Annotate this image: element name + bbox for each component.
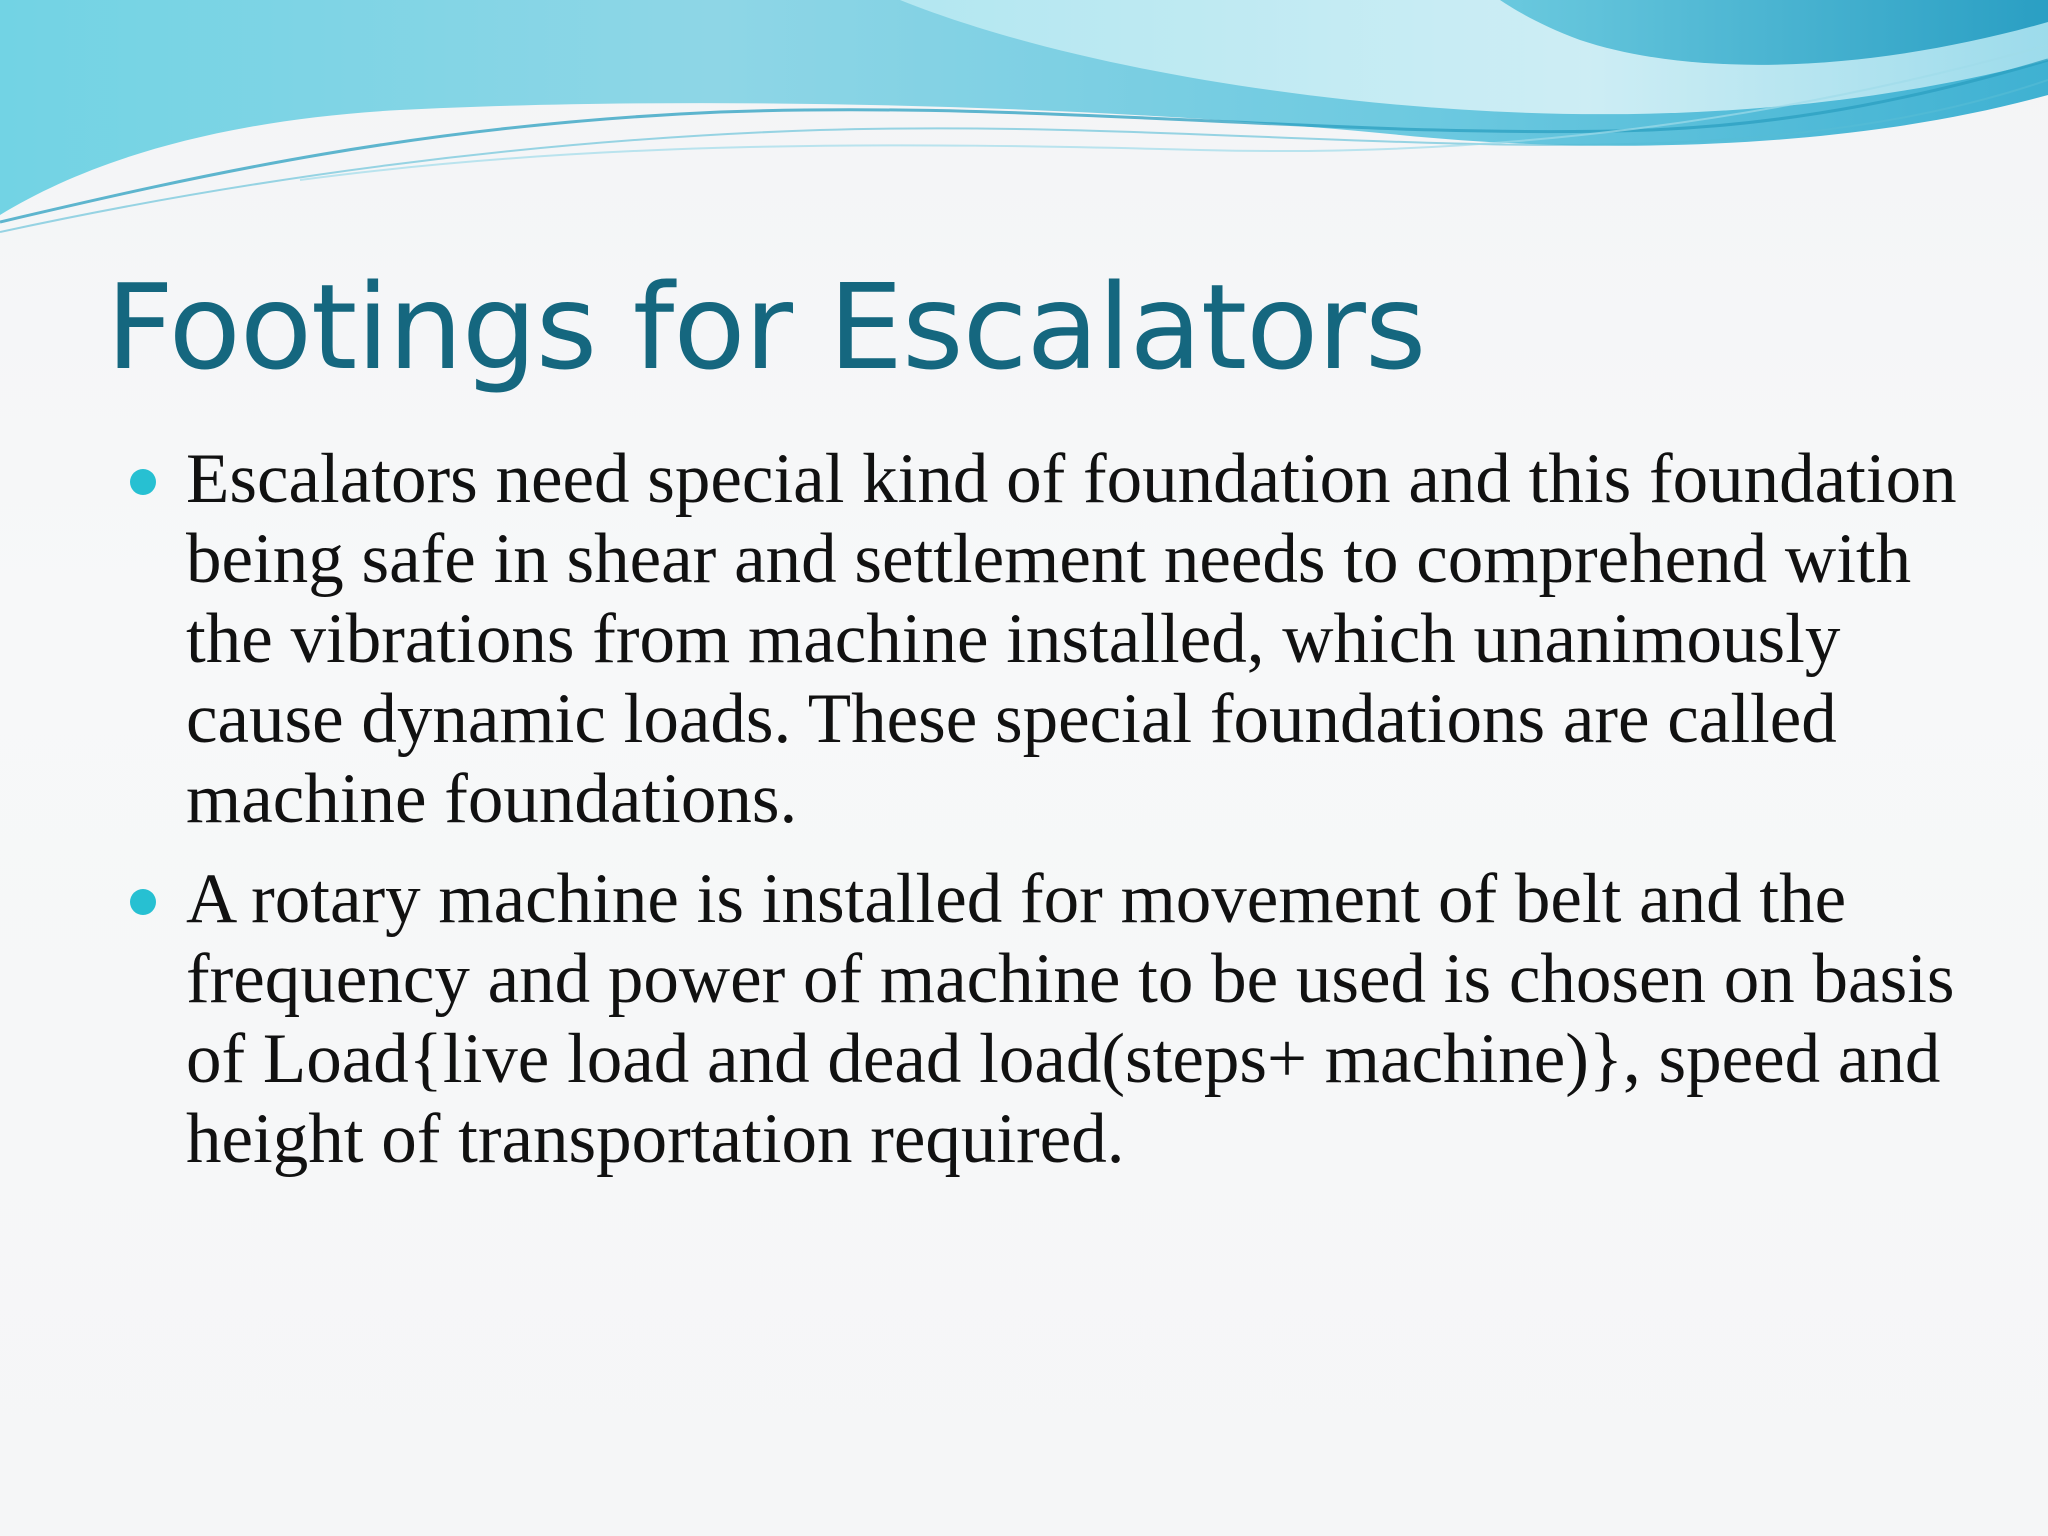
bullet-item	[186, 439, 1976, 839]
bullet-text: A rotary machine is installed for movement of belt and the frequency and power of machine to be used is chosen on basis of Load{live load and dead load(steps+ machine)}, speed and height of transportation required.	[186, 860, 1955, 1178]
bullet-dot-icon	[130, 469, 156, 495]
slide-title: Footings for Escalators	[106, 258, 1426, 396]
bullet-list	[186, 439, 1976, 1199]
bullet-dot-icon	[130, 889, 156, 915]
bullet-item	[186, 859, 1976, 1179]
bullet-text: Escalators need special kind of foundation and this foundation being safe in shear and settlement needs to comprehend with the vibrations from machine installed, which unanimously cause dynamic loads. These special foundations are called machine foundations.	[186, 440, 1957, 838]
decorative-wave-header	[0, 0, 2048, 240]
